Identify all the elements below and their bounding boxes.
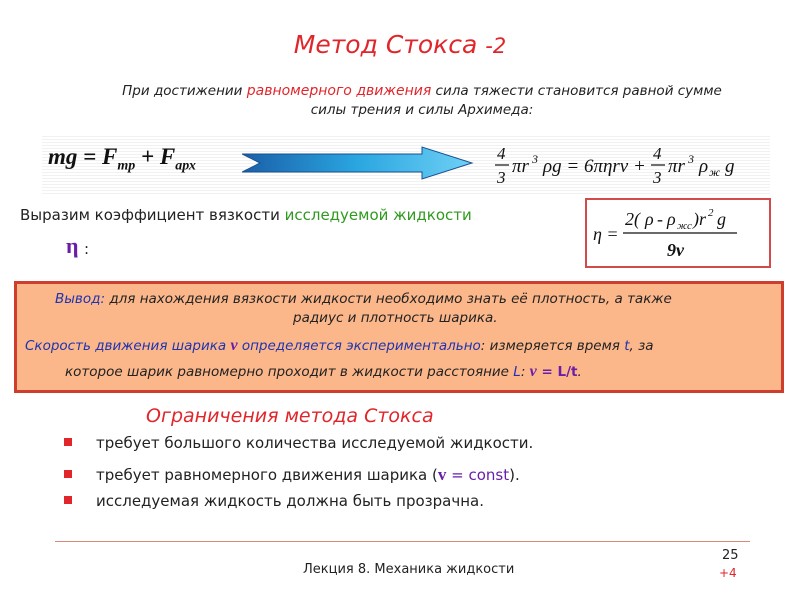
distance-text: которое шарик равномерно проходит в жидкости расстояние [65,364,514,380]
speed-text: Скорость движения шарика [25,338,231,354]
page-number: 25 [722,548,739,563]
svg-text:3: 3 [688,152,694,166]
list-item-text: исследуемая жидкость должна быть прозрачна. [96,492,484,510]
bullet-icon [64,470,72,478]
viscosity-highlight: исследуемой жидкости [284,206,472,224]
expanded-equation [493,140,773,190]
svg-text:ρg = 6πηrv +: ρg = 6πηrv + [543,156,646,177]
speed-formula-rest: = L/t [536,364,578,380]
line3-end: , за [629,338,654,354]
svg-text:4: 4 [653,144,662,163]
svg-text:жс: жс [677,220,692,232]
viscosity-text: Выразим коэффициент вязкости [20,206,285,224]
formula-sub-archimedes: арх [175,158,196,174]
svg-text:πr: πr [668,156,685,177]
svg-text:ρ: ρ [645,209,654,229]
speed-symbol: v [230,337,238,354]
viscosity-formula-box [585,198,771,268]
svg-text:3: 3 [532,152,538,166]
force-balance-formula [48,144,196,175]
line4-end: . [577,364,582,380]
experimental-text: определяется экспериментально [237,338,481,354]
footer-title: Лекция 8. Механика жидкости [303,562,515,577]
conclusion-label: Вывод: [55,291,106,307]
conclusion-line1-text: для нахождения вязкости жидкости необходимо знать её плотность, а также [105,291,672,307]
svg-text:ρ: ρ [667,209,676,229]
speed-formula-v: v [529,363,537,380]
svg-text:)r: )r [693,209,706,229]
svg-text:g: g [725,156,735,177]
distance-symbol: L [513,364,521,380]
svg-text:4: 4 [497,144,506,163]
line4-colon: : [520,364,530,380]
footer-divider [55,541,750,542]
svg-text:ρ: ρ [699,156,709,177]
list-item-text: требует большого количества исследуемой жидкости. [96,434,534,452]
eta-colon: : [84,240,90,258]
svg-text:3: 3 [497,168,506,187]
intro-text-2: сила тяжести становится равной сумме [431,83,722,99]
eta-symbol: η [66,233,79,258]
conclusion-line-3 [25,337,654,355]
page-offset: +4 [719,566,737,580]
title-text: Метод Стокса [293,30,478,59]
svg-text:2(: 2( [625,209,640,229]
list-item [64,465,520,485]
svg-text:ж: ж [709,165,721,179]
svg-text:πr: πr [512,156,529,177]
formula-sub-friction: тр [117,158,136,174]
right-arrow-icon [242,146,474,180]
conclusion-box [14,281,784,393]
formula-lhs: mg = F [48,144,118,169]
viscosity-statement [20,206,472,224]
time-symbol: t [624,338,630,354]
svg-text:3: 3 [653,168,662,187]
limitations-title: Ограничения метода Стокса [146,405,434,427]
viscosity-formula [587,200,769,266]
const-text: = const [446,466,510,484]
slide-title [0,30,800,59]
svg-text:-: - [657,209,663,229]
conclusion-line-4 [65,363,582,381]
list-item-text: требует равномерного движения шарика ( [96,466,438,484]
svg-text:g: g [717,209,726,229]
list-item-end: ). [509,466,520,484]
intro-line-2: силы трения и силы Архимеда: [310,102,534,118]
svg-text:9v: 9v [667,240,684,260]
intro-paragraph [72,82,772,120]
bullet-icon [64,438,72,446]
svg-text:η =: η = [593,224,619,244]
list-item [64,492,484,510]
intro-highlight: равномерного движения [246,83,432,99]
conclusion-line-1 [55,291,672,307]
formula-plus: + F [135,144,176,169]
conclusion-line-2: радиус и плотность шарика. [293,310,498,326]
title-number: -2 [485,34,507,58]
time-text: : измеряется время [480,338,625,354]
bullet-icon [64,496,72,504]
svg-text:2: 2 [708,207,714,219]
list-item [64,434,533,452]
intro-text-1: При достижении [122,83,247,99]
speed-symbol: v [437,465,447,484]
